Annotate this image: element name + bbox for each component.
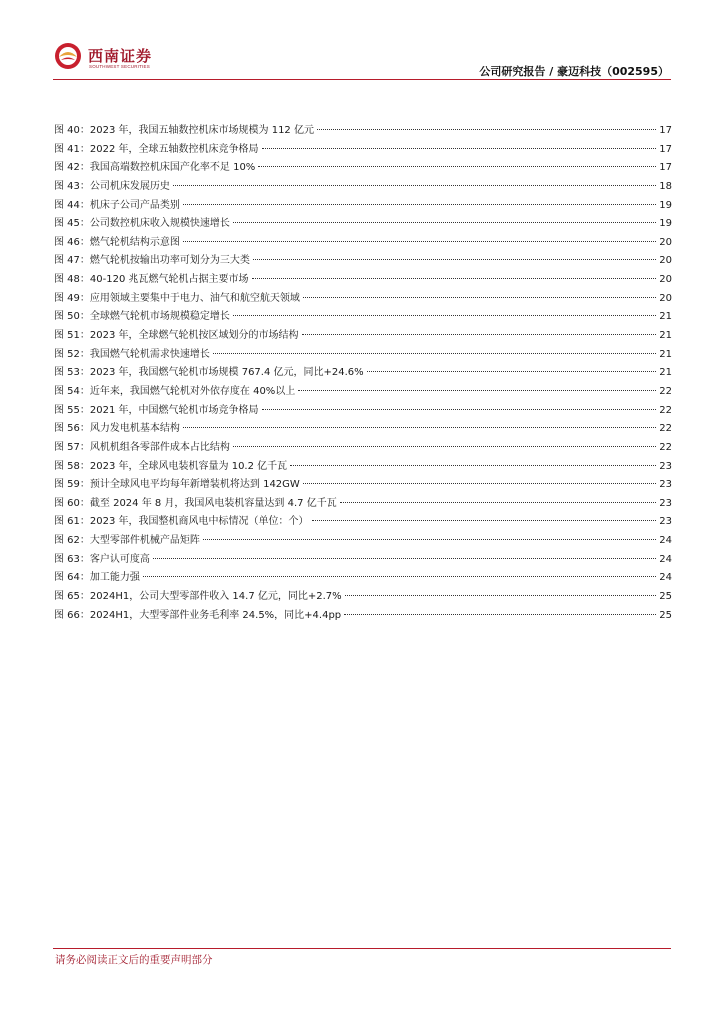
toc-dot-leader (173, 185, 656, 186)
toc-dot-leader (312, 520, 657, 521)
toc-entry-page: 22 (659, 385, 672, 397)
toc-entry[interactable] (54, 476, 672, 495)
toc-dot-leader (290, 465, 656, 466)
toc-entry[interactable] (54, 141, 672, 160)
company-logo (54, 42, 152, 74)
toc-entry-page: 25 (659, 591, 672, 603)
toc-entry-label: 图 51：2023 年，全球燃气轮机按区域划分的市场结构 (54, 330, 299, 342)
toc-dot-leader (303, 483, 656, 484)
toc-entry-page: 20 (659, 292, 672, 304)
toc-entry[interactable] (54, 252, 672, 271)
toc-entry-page: 21 (659, 311, 672, 323)
toc-entry-label: 图 45：公司数控机床收入规模快速增长 (54, 218, 230, 230)
toc-dot-leader (183, 241, 656, 242)
toc-dot-leader (345, 595, 657, 596)
toc-entry-label: 图 55：2021 年，中国燃气轮机市场竞争格局 (54, 404, 259, 416)
toc-entry-page: 21 (659, 330, 672, 342)
toc-dot-leader (252, 278, 657, 279)
toc-entry-label: 图 52：我国燃气轮机需求快速增长 (54, 348, 210, 360)
toc-entry-page: 19 (659, 199, 672, 211)
toc-dot-leader (302, 334, 657, 335)
toc-entry-page: 24 (659, 572, 672, 584)
toc-entry-page: 23 (659, 479, 672, 491)
toc-entry-page: 23 (659, 497, 672, 509)
toc-entry-label: 图 56：风力发电机基本结构 (54, 423, 180, 435)
logo-emblem-icon (54, 42, 82, 70)
toc-entry[interactable] (54, 215, 672, 234)
toc-entry-label: 图 58：2023 年，全球风电装机容量为 10.2 亿千瓦 (54, 460, 288, 472)
toc-entry-page: 17 (659, 125, 672, 136)
toc-entry-page: 20 (659, 255, 672, 267)
toc-entry-page: 21 (659, 367, 672, 379)
header-divider (53, 79, 671, 80)
toc-entry[interactable] (54, 513, 672, 532)
toc-dot-leader (317, 129, 656, 130)
toc-entry[interactable] (54, 607, 672, 626)
toc-entry-label: 图 46：燃气轮机结构示意图 (54, 236, 180, 248)
toc-dot-leader (213, 353, 656, 354)
toc-entry-label: 图 40：2023 年，我国五轴数控机床市场规模为 112 亿元 (54, 125, 314, 136)
toc-entry-label: 图 53：2023 年，我国燃气轮机市场规模 767.4 亿元，同比+24.6% (54, 367, 364, 379)
toc-entry-page: 25 (659, 609, 672, 621)
toc-entry[interactable] (54, 458, 672, 477)
toc-entry[interactable] (54, 290, 672, 309)
toc-entry-label: 图 50：全球燃气轮机市场规模稳定增长 (54, 311, 230, 323)
toc-entry-label: 图 64：加工能力强 (54, 572, 140, 584)
toc-entry[interactable] (54, 364, 672, 383)
toc-entry[interactable] (54, 308, 672, 327)
toc-dot-leader (183, 204, 656, 205)
toc-entry[interactable] (54, 588, 672, 607)
toc-entry-page: 17 (659, 143, 672, 155)
toc-dot-leader (344, 614, 656, 615)
toc-entry-label: 图 44：机床子公司产品类别 (54, 199, 180, 211)
toc-entry[interactable] (54, 532, 672, 551)
footer-disclaimer: 请务必阅读正文后的重要声明部分 (55, 954, 213, 966)
toc-entry-page: 23 (659, 460, 672, 472)
toc-entry[interactable] (54, 178, 672, 197)
toc-dot-leader (143, 576, 656, 577)
toc-entry-page: 18 (659, 180, 672, 192)
toc-entry-label: 图 43：公司机床发展历史 (54, 180, 170, 192)
toc-entry[interactable] (54, 495, 672, 514)
report-title: 公司研究报告 / 豪迈科技（002595） (479, 65, 669, 78)
toc-dot-leader (298, 390, 656, 391)
toc-entry-page: 24 (659, 553, 672, 565)
toc-entry-label: 图 41：2022 年，全球五轴数控机床竞争格局 (54, 143, 259, 155)
toc-entry-label: 图 48：40-120 兆瓦燃气轮机占据主要市场 (54, 274, 249, 286)
toc-entry-page: 22 (659, 404, 672, 416)
toc-dot-leader (262, 409, 657, 410)
toc-entry[interactable] (54, 327, 672, 346)
toc-dot-leader (233, 222, 656, 223)
toc-entry[interactable] (54, 383, 672, 402)
toc-entry[interactable] (54, 197, 672, 216)
toc-entry-page: 22 (659, 423, 672, 435)
toc-entry[interactable] (54, 234, 672, 253)
toc-entry-label: 图 60：截至 2024 年 8 月，我国风电装机容量达到 4.7 亿千瓦 (54, 497, 337, 509)
toc-entry-label: 图 49：应用领域主要集中于电力、油气和航空航天领域 (54, 292, 300, 304)
toc-entry[interactable] (54, 551, 672, 570)
logo-chinese-name: 西南证券 (88, 47, 153, 65)
toc-dot-leader (153, 558, 656, 559)
toc-entry[interactable] (54, 420, 672, 439)
toc-dot-leader (183, 427, 656, 428)
toc-entry[interactable] (54, 271, 672, 290)
toc-dot-leader (340, 502, 657, 503)
toc-dot-leader (262, 148, 657, 149)
toc-dot-leader (233, 315, 656, 316)
footer-divider (53, 948, 671, 949)
toc-entry[interactable] (54, 439, 672, 458)
toc-entry-label: 图 42：我国高端数控机床国产化率不足 10% (54, 162, 256, 174)
toc-entry[interactable] (54, 569, 672, 588)
toc-dot-leader (203, 539, 656, 540)
toc-dot-leader (253, 259, 656, 260)
toc-entry-label: 图 62：大型零部件机械产品矩阵 (54, 535, 200, 547)
toc-entry-label: 图 59：预计全球风电平均每年新增装机将达到 142GW (54, 479, 300, 491)
figure-index-list (54, 122, 672, 625)
toc-entry-label: 图 57：风机机组各零部件成本占比结构 (54, 441, 230, 453)
toc-entry-label: 图 66：2024H1，大型零部件业务毛利率 24.5%，同比+4.4pp (54, 609, 342, 621)
toc-entry-page: 20 (659, 274, 672, 286)
toc-entry[interactable] (54, 122, 672, 141)
logo-english-name: SOUTHWEST SECURITIES (89, 64, 150, 69)
toc-entry-label: 图 54：近年来，我国燃气轮机对外依存度在 40%以上 (54, 385, 296, 397)
toc-entry-page: 19 (659, 218, 672, 230)
toc-entry-page: 22 (659, 441, 672, 453)
toc-entry-page: 23 (659, 516, 672, 528)
toc-entry-page: 20 (659, 236, 672, 248)
toc-entry[interactable] (54, 346, 672, 365)
toc-dot-leader (303, 297, 656, 298)
toc-entry-page: 17 (659, 162, 672, 174)
toc-entry-page: 24 (659, 535, 672, 547)
toc-dot-leader (233, 446, 656, 447)
toc-entry-label: 图 47：燃气轮机按输出功率可划分为三大类 (54, 255, 250, 267)
toc-dot-leader (367, 371, 657, 372)
toc-entry-label: 图 65：2024H1，公司大型零部件收入 14.7 亿元，同比+2.7% (54, 591, 342, 603)
toc-entry-label: 图 61：2023 年，我国整机商风电中标情况（单位：个） (54, 516, 309, 528)
toc-entry[interactable] (54, 402, 672, 421)
toc-entry-page: 21 (659, 348, 672, 360)
toc-entry-label: 图 63：客户认可度高 (54, 553, 150, 565)
page-header (0, 0, 724, 80)
toc-dot-leader (258, 166, 656, 167)
toc-entry[interactable] (54, 159, 672, 178)
